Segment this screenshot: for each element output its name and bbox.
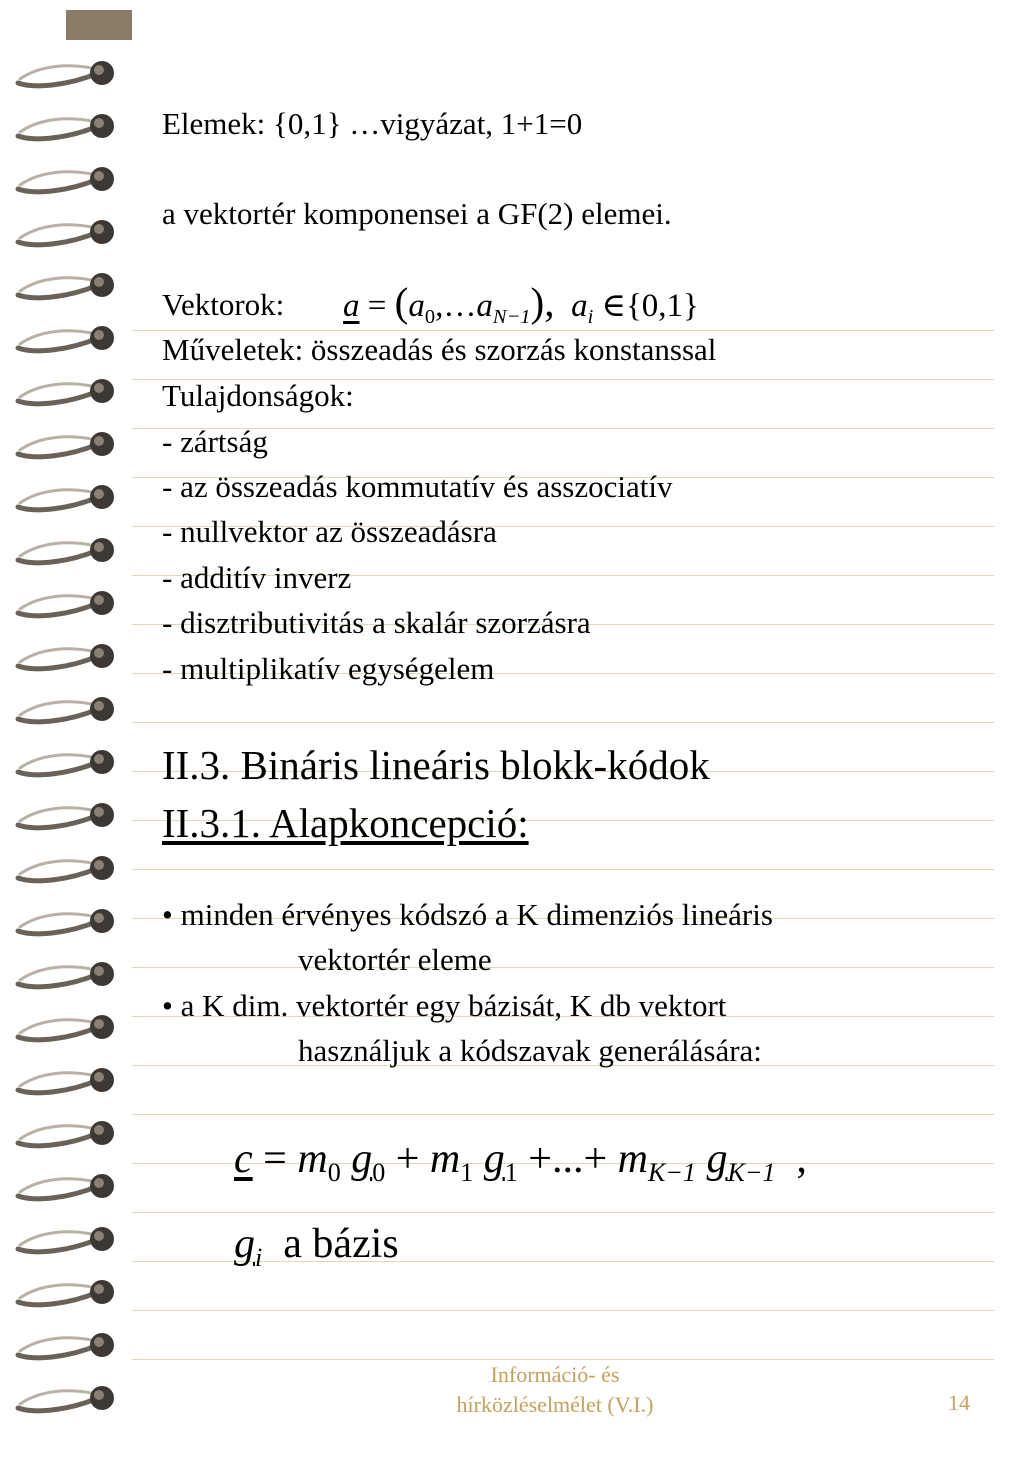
spiral-coil-icon	[10, 55, 115, 95]
property-distributivity: - disztributivitás a skalár szorzásra	[162, 605, 591, 640]
footer-line-2: hírközléselmélet (V.I.)	[456, 1392, 654, 1417]
bullet-1: • minden érvényes kódszó a K dimenziós lineáris	[162, 897, 773, 932]
ruled-line	[132, 967, 994, 968]
spiral-coil-icon	[10, 214, 115, 254]
codeword-equation: $c = m_0$ $g_0 + m_1$ $g_1$ +...+ $m_{K-1}$ $g_{K-1}$ ,	[234, 1136, 807, 1188]
spiral-coil-icon	[10, 744, 115, 784]
spiral-coil-icon	[10, 850, 115, 890]
property-closure: - zártság	[162, 424, 268, 459]
spiral-coil-icon	[10, 956, 115, 996]
properties-heading: Tulajdonságok:	[162, 378, 354, 413]
spiral-coil-icon	[10, 1274, 115, 1314]
spiral-coil-icon	[10, 108, 115, 148]
footer-caption	[420, 1360, 690, 1420]
spiral-coil-icon	[10, 532, 115, 572]
spiral-coil-icon	[10, 161, 115, 201]
bullet-1-continuation: vektortér eleme	[298, 942, 492, 977]
ruled-line	[132, 1114, 994, 1115]
property-unit: - multiplikatív egységelem	[162, 651, 495, 686]
ruled-line	[132, 1212, 994, 1213]
property-commutative: - az összeadás kommutatív és asszociatív	[162, 469, 673, 504]
spiral-coil-icon	[10, 1062, 115, 1102]
spiral-coil-icon	[10, 373, 115, 413]
spiral-coil-icon	[10, 797, 115, 837]
vector-equation: $a = (a_0,\dots a_{N-1})$, $a_i$ ∈{0,1}	[343, 279, 699, 329]
subsection-heading: II.3.1. Alapkoncepció:	[162, 800, 529, 846]
spiral-coil-icon	[10, 267, 115, 307]
spiral-coil-icon	[10, 638, 115, 678]
spiral-coil-icon	[10, 903, 115, 943]
spiral-coil-icon	[10, 1115, 115, 1155]
notebook-paper	[66, 40, 1016, 1436]
operations-line: Műveletek: összeadás és szorzás konstanssal	[162, 332, 717, 367]
spiral-coil-icon	[10, 479, 115, 519]
property-null-vector: - nullvektor az összeadásra	[162, 514, 497, 549]
elements-line: Elemek: {0,1} …vigyázat, 1+1=0	[162, 106, 583, 141]
property-inverse: - additív inverz	[162, 560, 352, 595]
spiral-coil-icon	[10, 1380, 115, 1420]
basis-equation: $g_i$ a bázis	[234, 1221, 399, 1273]
spiral-coil-icon	[10, 320, 115, 360]
ruled-line	[132, 722, 994, 723]
section-heading: II.3. Bináris lineáris blokk-kódok	[162, 742, 710, 788]
spiral-coil-icon	[10, 1327, 115, 1367]
spiral-coil-icon	[10, 1221, 115, 1261]
spiral-coil-icon	[10, 426, 115, 466]
ruled-line	[132, 330, 994, 331]
ruled-line	[132, 869, 994, 870]
ruled-line	[132, 1310, 994, 1311]
spiral-coil-icon	[10, 1168, 115, 1208]
vectors-label: Vektorok:	[162, 287, 285, 322]
spiral-coil-icon	[10, 691, 115, 731]
page-number: 14	[948, 1390, 970, 1415]
components-line: a vektortér komponensei a GF(2) elemei.	[162, 196, 672, 231]
footer-line-1: Információ- és	[490, 1362, 620, 1387]
spiral-coil-icon	[10, 1009, 115, 1049]
bullet-2-continuation: használjuk a kódszavak generálására:	[298, 1033, 762, 1068]
bullet-2: • a K dim. vektortér egy bázisát, K db vektort	[162, 988, 727, 1023]
spiral-coil-icon	[10, 585, 115, 625]
